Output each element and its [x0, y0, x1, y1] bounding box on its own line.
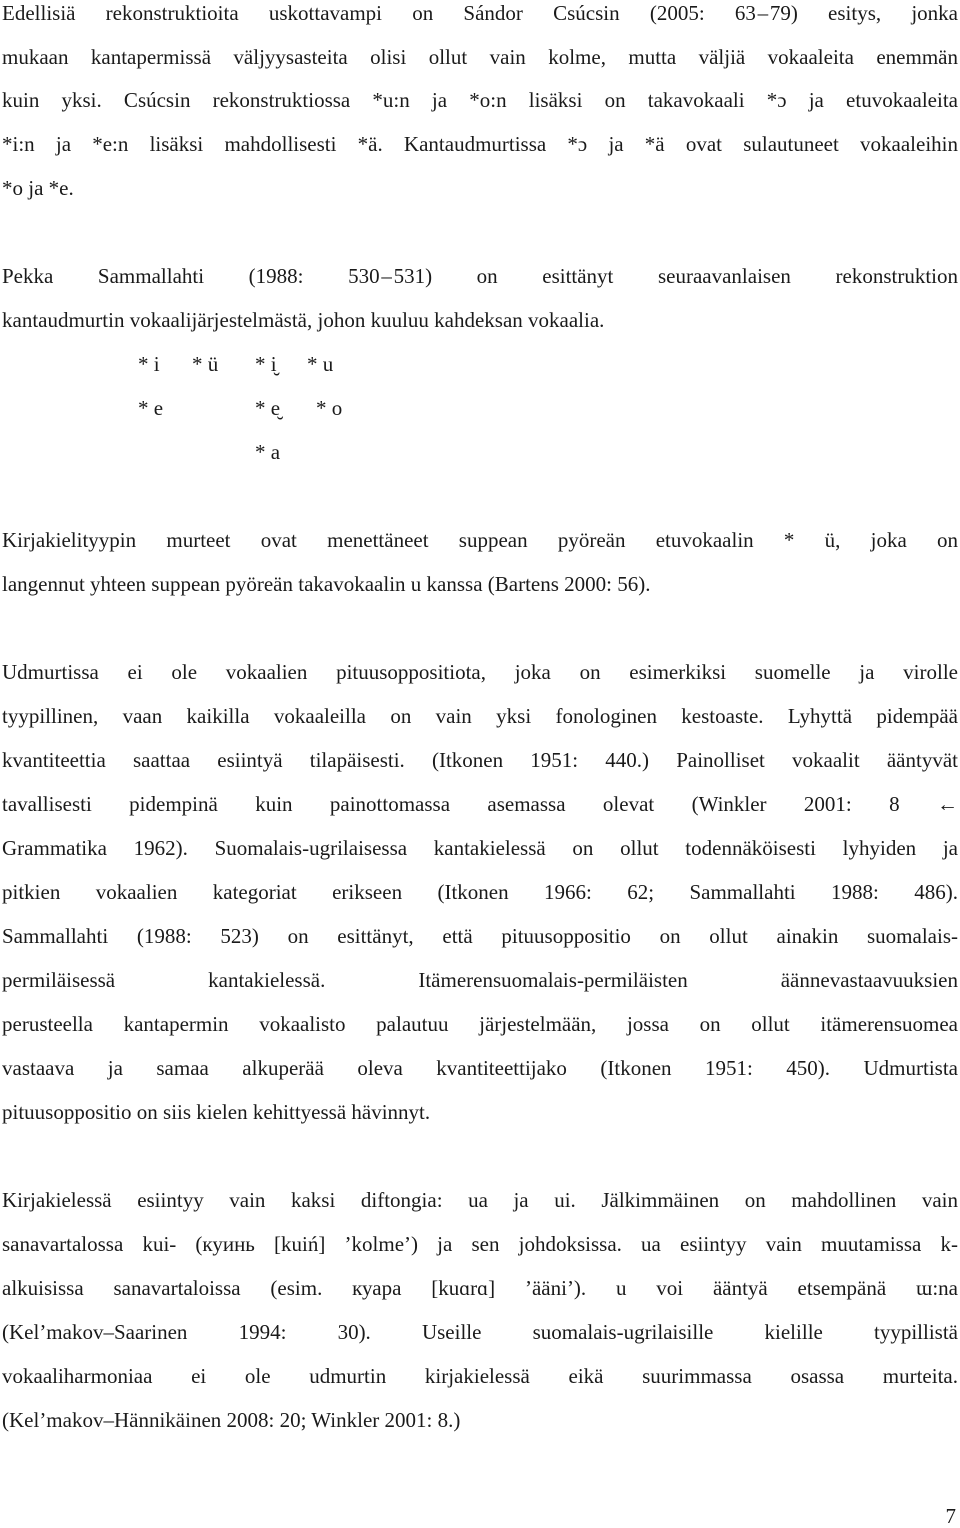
vowel-u-umlaut: * ü — [192, 352, 219, 376]
text-line: vastaava ja samaa alkuperää oleva kvantiteettijako (Itkonen 1951: 450). Udmurtista — [2, 1056, 958, 1080]
text-line: tavallisesti pidempinä kuin painottomassa asemassa olevat (Winkler 2001: 8 ← — [2, 792, 958, 816]
text-line: vokaaliharmoniaa ei ole udmurtin kirjakielessä eikä suurimmassa osassa murteita. — [2, 1364, 958, 1388]
text-line: alkuisissa sanavartaloissa (esim. куара [kuɑrɑ] ’ääni’). u voi ääntyä etsempänä ɯ:na — [2, 1276, 958, 1300]
vowel-e: * e — [138, 396, 164, 420]
text-line: Kirjakielityypin murteet ovat menettäneet suppean pyöreän etuvokaalin * ü, joka on — [2, 528, 958, 552]
text-line: kantaudmurtin vokaalijärjestelmästä, johon kuuluu kahdeksan vokaalia. — [2, 308, 605, 332]
text-line: langennut yhteen suppean pyöreän takavokaalin u kanssa (Bartens 2000: 56). — [2, 572, 651, 596]
vowel-i-breve-below: * i̮ — [255, 352, 277, 376]
text-line: Sammallahti (1988: 523) on esittänyt, että pituusoppositio on ollut ainakin suomalais- — [2, 924, 958, 948]
text-line: pitkien vokaalien kategoriat erikseen (Itkonen 1966: 62; Sammallahti 1988: 486). — [2, 880, 958, 904]
page-number: 7 — [945, 1504, 956, 1528]
text-line: tyypillinen, vaan kaikilla vokaaleilla on vain yksi fonologinen kestoaste. Lyhyttä pidempää — [2, 704, 958, 728]
vowel-e-breve-below: * e̮ — [255, 396, 281, 420]
text-line: Pekka Sammallahti (1988: 530 – 531) on esittänyt seuraavanlaisen rekonstruktion — [2, 264, 958, 288]
text-line: *i:n ja *e:n lisäksi mahdollisesti *ä. Kantaudmurtissa *ɔ ja *ä ovat sulautuneet vokaaleihin — [2, 132, 958, 156]
vowel-o: * o — [316, 396, 343, 420]
text-line: permiläisessä kantakielessä. Itämerensuomalais-permiläisten äännevastaavuuksien — [2, 968, 958, 992]
text-line: perusteella kantapermin vokaalisto palautuu järjestelmään, jossa on ollut itämerensuomea — [2, 1012, 958, 1036]
text-line: (Kel’makov–Saarinen 1994: 30). Useille suomalais-ugrilaisille kielille tyypillistä — [2, 1320, 958, 1344]
text-line: *o ja *e. — [2, 176, 74, 200]
text-line: Udmurtissa ei ole vokaalien pituusoppositiota, joka on esimerkiksi suomelle ja virolle — [2, 660, 958, 684]
text-line: Kirjakielessä esiintyy vain kaksi diftongia: ua ja ui. Jälkimmäinen on mahdollinen vain — [2, 1188, 958, 1212]
text-line: Grammatika 1962). Suomalais-ugrilaisessa kantakielessä on ollut todennäköisesti lyhyiden ja — [2, 836, 958, 860]
vowel-a: * a — [255, 440, 281, 464]
text-line: kvantiteettia saattaa esiintyä tilapäisesti. (Itkonen 1951: 440.) Painolliset vokaalit ääntyvät — [2, 748, 958, 772]
vowel-u: * u — [307, 352, 334, 376]
text-line: pituusoppositio on siis kielen kehittyessä hävinnyt. — [2, 1100, 431, 1124]
text-line: (Kel’makov–Hännikäinen 2008: 20; Winkler 2001: 8.) — [2, 1408, 461, 1432]
vowel-i: * i — [138, 352, 160, 376]
text-line: mukaan kantapermissä väljyysasteita olisi ollut vain kolme, mutta väljiä vokaaleita enemmän — [2, 45, 958, 69]
text-line: sanavartalossa kui- (куинь [kuiń] ’kolme’) ja sen johdoksissa. ua esiintyy vain muutamissa k- — [2, 1232, 958, 1256]
text-line: kuin yksi. Csúcsin rekonstruktiossa *u:n ja *o:n lisäksi on takavokaali *ɔ ja etuvokaaleita — [2, 88, 958, 112]
text-line: Edellisiä rekonstruktioita uskottavampi on Sándor Csúcsin (2005: 63 – 79) esitys, jonka — [2, 1, 958, 25]
